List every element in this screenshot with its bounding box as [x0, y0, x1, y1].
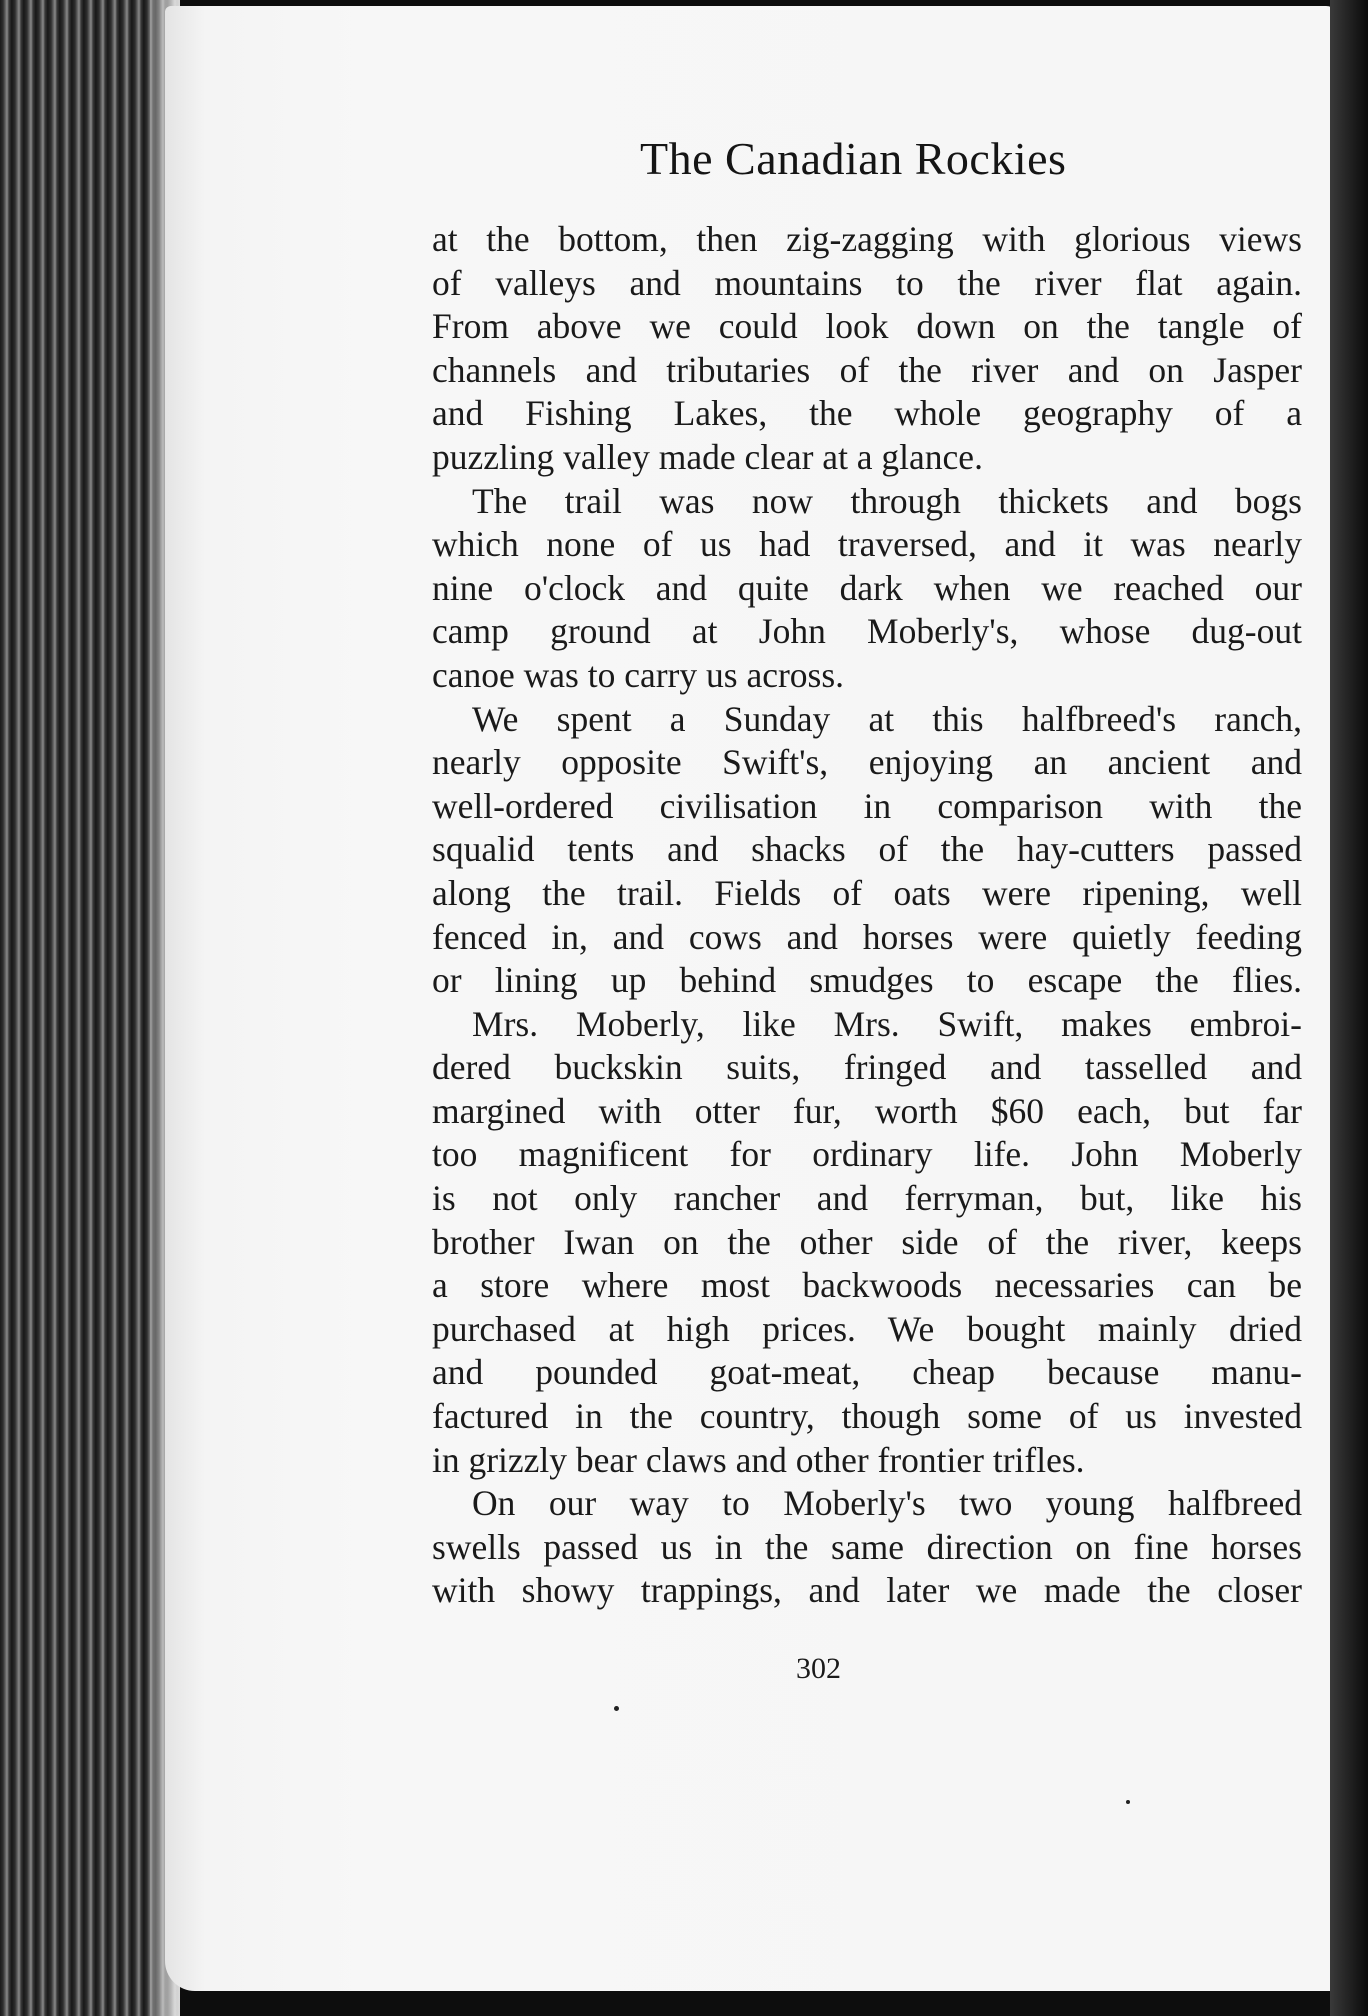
text-line: On our way to Moberly's two young halfbreed	[472, 1483, 1302, 1524]
text-line: which none of us had traversed, and it was nearly	[432, 524, 1302, 565]
text-line: and Fishing Lakes, the whole geography of a	[432, 393, 1302, 434]
text-line: purchased at high prices. We bought mainly dried	[432, 1308, 1302, 1349]
text-line: is not only rancher and ferryman, but, like his	[432, 1178, 1302, 1219]
text-line: factured in the country, though some of us invested	[432, 1396, 1302, 1437]
text-line: swells passed us in the same direction on fine horses	[432, 1526, 1302, 1567]
text-line: well-ordered civilisation in comparison with the	[432, 785, 1302, 826]
text-line: nearly opposite Swift's, enjoying an ancient and	[432, 742, 1302, 783]
speck-mark	[614, 1706, 619, 1711]
text-line: Mrs. Moberly, like Mrs. Swift, makes embroi-	[472, 1003, 1302, 1044]
text-line: We spent a Sunday at this halfbreed's ranch,	[472, 698, 1302, 739]
text-line: along the trail. Fields of oats were ripening, well	[432, 872, 1302, 913]
text-line: in grizzly bear claws and other frontier trifles.	[432, 1439, 1085, 1480]
text-line: The trail was now through thickets and bogs	[472, 480, 1302, 521]
text-line: at the bottom, then zig-zagging with glorious views	[432, 219, 1302, 259]
text-line: of valleys and mountains to the river flat again.	[432, 262, 1302, 303]
page-stack-edges	[0, 0, 180, 2016]
text-line: From above we could look down on the tangle of	[432, 306, 1302, 347]
text-line: dered buckskin suits, fringed and tasselled and	[432, 1047, 1302, 1088]
binding-shadow	[1330, 0, 1368, 2016]
text-line: margined with otter fur, worth $60 each, but far	[432, 1090, 1302, 1131]
text-line: brother Iwan on the other side of the river, keeps	[432, 1221, 1302, 1262]
text-line: puzzling valley made clear at a glance.	[432, 436, 983, 477]
text-line: camp ground at John Moberly's, whose dug-out	[432, 611, 1302, 652]
text-line: fenced in, and cows and horses were quietly feeding	[432, 916, 1302, 957]
speck-mark	[1126, 1800, 1130, 1804]
text-line: or lining up behind smudges to escape the flies.	[432, 960, 1302, 1001]
text-line: canoe was to carry us across.	[432, 654, 845, 695]
body-text	[432, 218, 1302, 1613]
running-head: The Canadian Rockies	[640, 133, 1067, 184]
text-line: channels and tributaries of the river and on Jasper	[432, 349, 1302, 390]
text-line: and pounded goat-meat, cheap because manu-	[432, 1352, 1302, 1393]
text-line: squalid tents and shacks of the hay-cutters passed	[432, 829, 1302, 870]
text-line: a store where most backwoods necessaries can be	[432, 1265, 1302, 1306]
text-line: nine o'clock and quite dark when we reached our	[432, 567, 1302, 608]
page-number: 302	[796, 1652, 841, 1685]
text-line: too magnificent for ordinary life. John Moberly	[432, 1134, 1302, 1175]
text-line: with showy trappings, and later we made the closer	[432, 1570, 1302, 1611]
